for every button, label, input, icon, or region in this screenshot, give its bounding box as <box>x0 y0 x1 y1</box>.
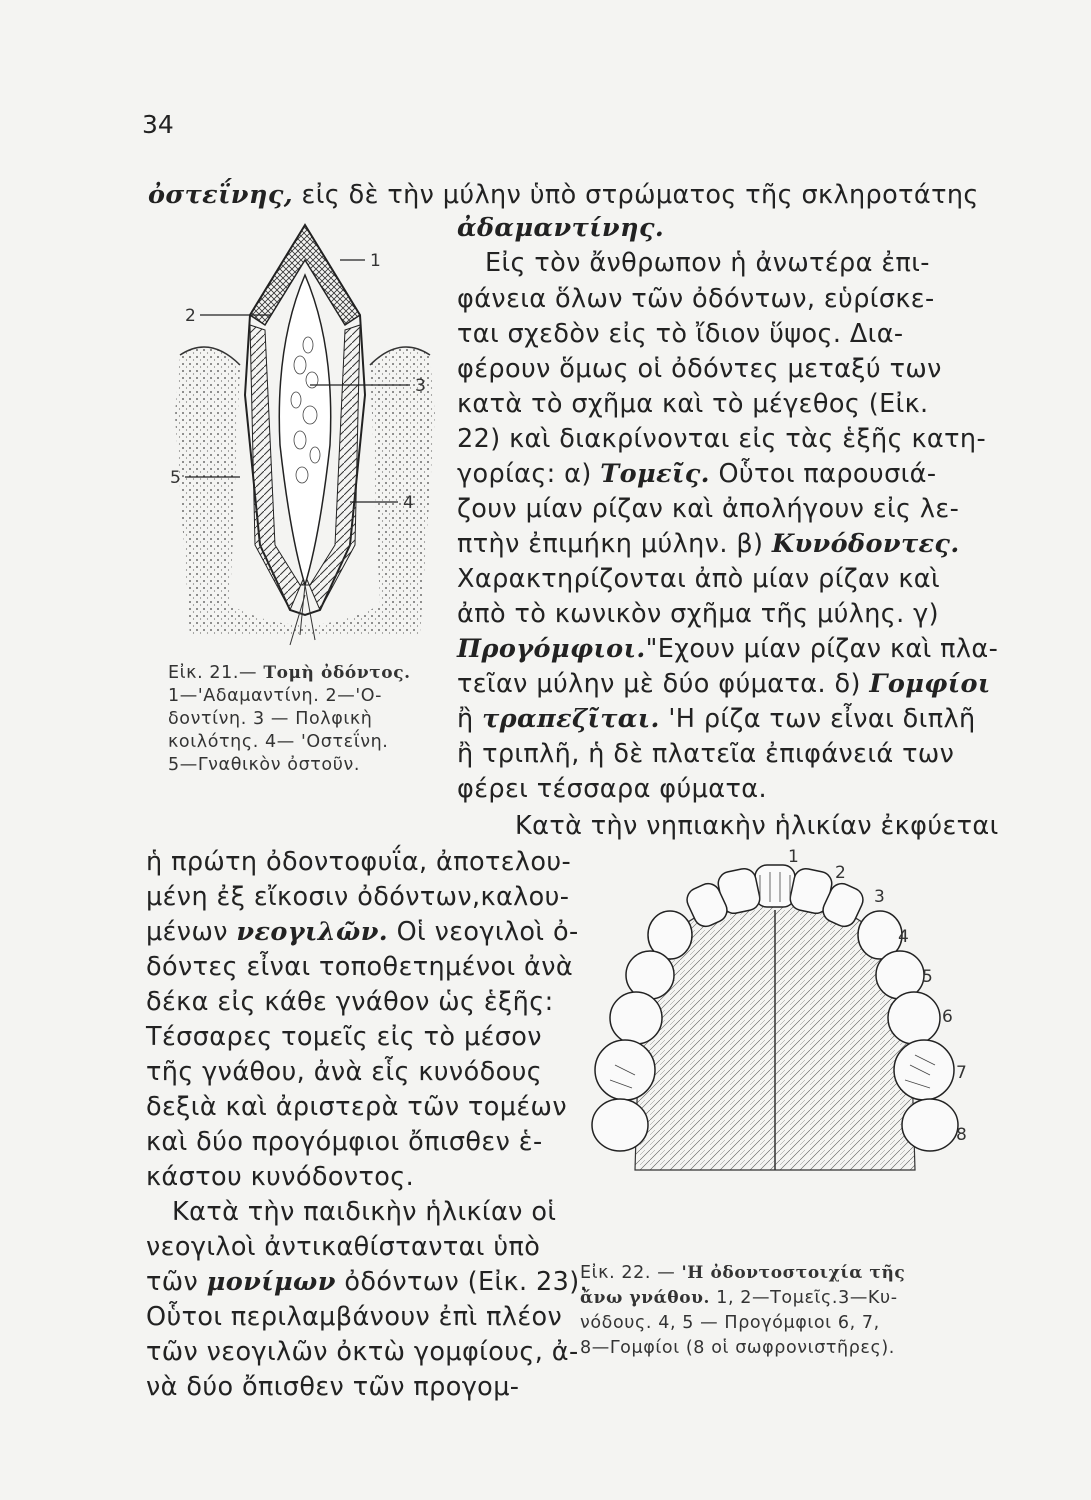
fig22-label-1: 1 <box>788 847 799 867</box>
body-line: Κατὰ τὴν νηπιακὴν ἡλικίαν ἐκφύεται <box>515 811 999 841</box>
body-line: τῶν νεογιλῶν ὀκτὼ γομφίους, ἀ- <box>146 1337 579 1367</box>
body-line: τεῖαν μύλην μὲ δύο φύματα. δ) Γομφίοι <box>457 669 991 699</box>
fig22-label-3: 3 <box>874 887 885 907</box>
body-line: Χαρακτηρίζονται ἀπὸ μίαν ρίζαν καὶ <box>457 564 941 594</box>
figure-22-dental-arch <box>570 840 980 1185</box>
figure-21-caption-line: 5—Γναθικὸν ὀστοῦν. <box>168 755 360 775</box>
figure-21-caption-line: 1—'Αδαμαντίνη. 2—'Ο- <box>168 686 383 706</box>
body-line: 22) καὶ διακρίνονται εἰς τὰς ἑξῆς κατη- <box>457 424 987 454</box>
fig22-label-5: 5 <box>922 967 933 987</box>
pulp-cavity <box>279 275 330 585</box>
fig22-label-6: 6 <box>942 1007 953 1027</box>
fig22-label-7: 7 <box>956 1063 967 1083</box>
body-line: δέκα εἰς κάθε γνάθον ὡς ἑξῆς: <box>146 987 554 1017</box>
fig22-label-2: 2 <box>835 863 846 883</box>
body-line: ἢ τριπλῆ, ἡ δὲ πλατεῖα ἐπιφάνειά των <box>457 739 955 769</box>
body-line: ἀδαμαντίνης. <box>457 213 665 243</box>
page-number: 34 <box>142 110 174 139</box>
figure-21-tooth-section <box>160 215 450 655</box>
body-line: ὀστεΐνης, εἰς δὲ τὴν μύλην ὑπὸ στρώματος τῆς σκληροτάτης <box>148 180 979 210</box>
body-line: μένων νεογιλῶν. Οἱ νεογιλοὶ ὀ- <box>146 917 579 947</box>
fig21-label-3: 3 <box>415 376 426 396</box>
fig22-label-8: 8 <box>956 1125 967 1145</box>
body-line: Οὗτοι περιλαμβάνουν ἐπὶ πλέον <box>146 1302 563 1332</box>
body-line: ἢ τραπεζῖται. 'Η ρίζα των εἶναι διπλῆ <box>457 704 976 734</box>
fig21-label-1: 1 <box>370 251 381 271</box>
figure-21-caption: Εἰκ. 21.— Τομὴ ὀδόντος. <box>168 663 411 683</box>
body-line: κάστου κυνόδοντος. <box>146 1162 415 1192</box>
body-line: Κατὰ τὴν παιδικὴν ἡλικίαν οἱ <box>172 1197 557 1227</box>
body-line: φέρει τέσσαρα φύματα. <box>457 774 767 804</box>
body-line: τῆς γνάθου, ἀνὰ εἷς κυνόδους <box>146 1057 543 1087</box>
figure-21-caption-line: δοντίνη. 3 — Πολφικὴ <box>168 709 373 729</box>
body-line: φάνεια ὅλων τῶν ὀδόντων, εὑρίσκε- <box>457 284 935 314</box>
figure-22-caption: Εἰκ. 22. — 'Η ὀδοντοστοιχία τῆς <box>580 1263 906 1283</box>
body-line: ζουν μίαν ρίζαν καὶ ἀπολήγουν εἰς λε- <box>457 494 960 524</box>
fig21-label-2: 2 <box>185 306 196 326</box>
body-line: γορίας: α) Τομεῖς. Οὗτοι παρουσιά- <box>457 459 937 489</box>
body-line: νεογιλοὶ ἀντικαθίστανται ὑπὸ <box>146 1232 541 1262</box>
fig21-label-5: 5 <box>170 468 181 488</box>
body-line: πτὴν ἐπιμήκη μύλην. β) Κυνόδοντες. <box>457 529 960 559</box>
body-line: Προγόμφιοι."Εχουν μίαν ρίζαν καὶ πλα- <box>457 634 999 664</box>
body-line: δόντες εἶναι τοποθετημένοι ἀνὰ <box>146 952 574 982</box>
body-line: ἡ πρώτη ὀδοντοφυΐα, ἀποτελου- <box>146 847 572 877</box>
figure-21-caption-line: κοιλότης. 4— 'Οστεΐνη. <box>168 732 389 752</box>
figure-22-caption-line: νόδους. 4, 5 — Προγόμφιοι 6, 7, <box>580 1313 880 1333</box>
body-line: τῶν μονίμων ὀδόντων (Εἰκ. 23). <box>146 1267 589 1297</box>
body-line: ται σχεδὸν εἰς τὸ ἴδιον ὕψος. Δια- <box>457 319 904 349</box>
body-line: ἀπὸ τὸ κωνικὸν σχῆμα τῆς μύλης. γ) <box>457 599 939 629</box>
fig21-label-4: 4 <box>403 493 414 513</box>
body-line: μένη ἐξ εἴκοσιν ὀδόντων,καλου- <box>146 882 570 912</box>
body-line: καὶ δύο προγόμφιοι ὄπισθεν ἑ- <box>146 1127 543 1157</box>
figure-22-caption-line: ἄνω γνάθου. 1, 2—Τομεῖς.3—Κυ- <box>580 1288 898 1308</box>
body-line: δεξιὰ καὶ ἀριστερὰ τῶν τομέων <box>146 1092 567 1122</box>
body-line: νὰ δύο ὄπισθεν τῶν προγομ- <box>146 1372 520 1402</box>
body-line: Τέσσαρες τομεῖς εἰς τὸ μέσον <box>146 1022 542 1052</box>
body-line: Εἰς τὸν ἄνθρωπον ἡ ἀνωτέρα ἐπι- <box>485 248 930 278</box>
figure-22-caption-line: 8—Γομφίοι (8 οἱ σωφρονιστῆρες). <box>580 1338 895 1358</box>
body-line: κατὰ τὸ σχῆμα καὶ τὸ μέγεθος (Εἰκ. <box>457 389 929 419</box>
fig22-label-4: 4 <box>898 927 909 947</box>
body-line: φέρουν ὅμως οἱ ὀδόντες μεταξύ των <box>457 354 942 384</box>
